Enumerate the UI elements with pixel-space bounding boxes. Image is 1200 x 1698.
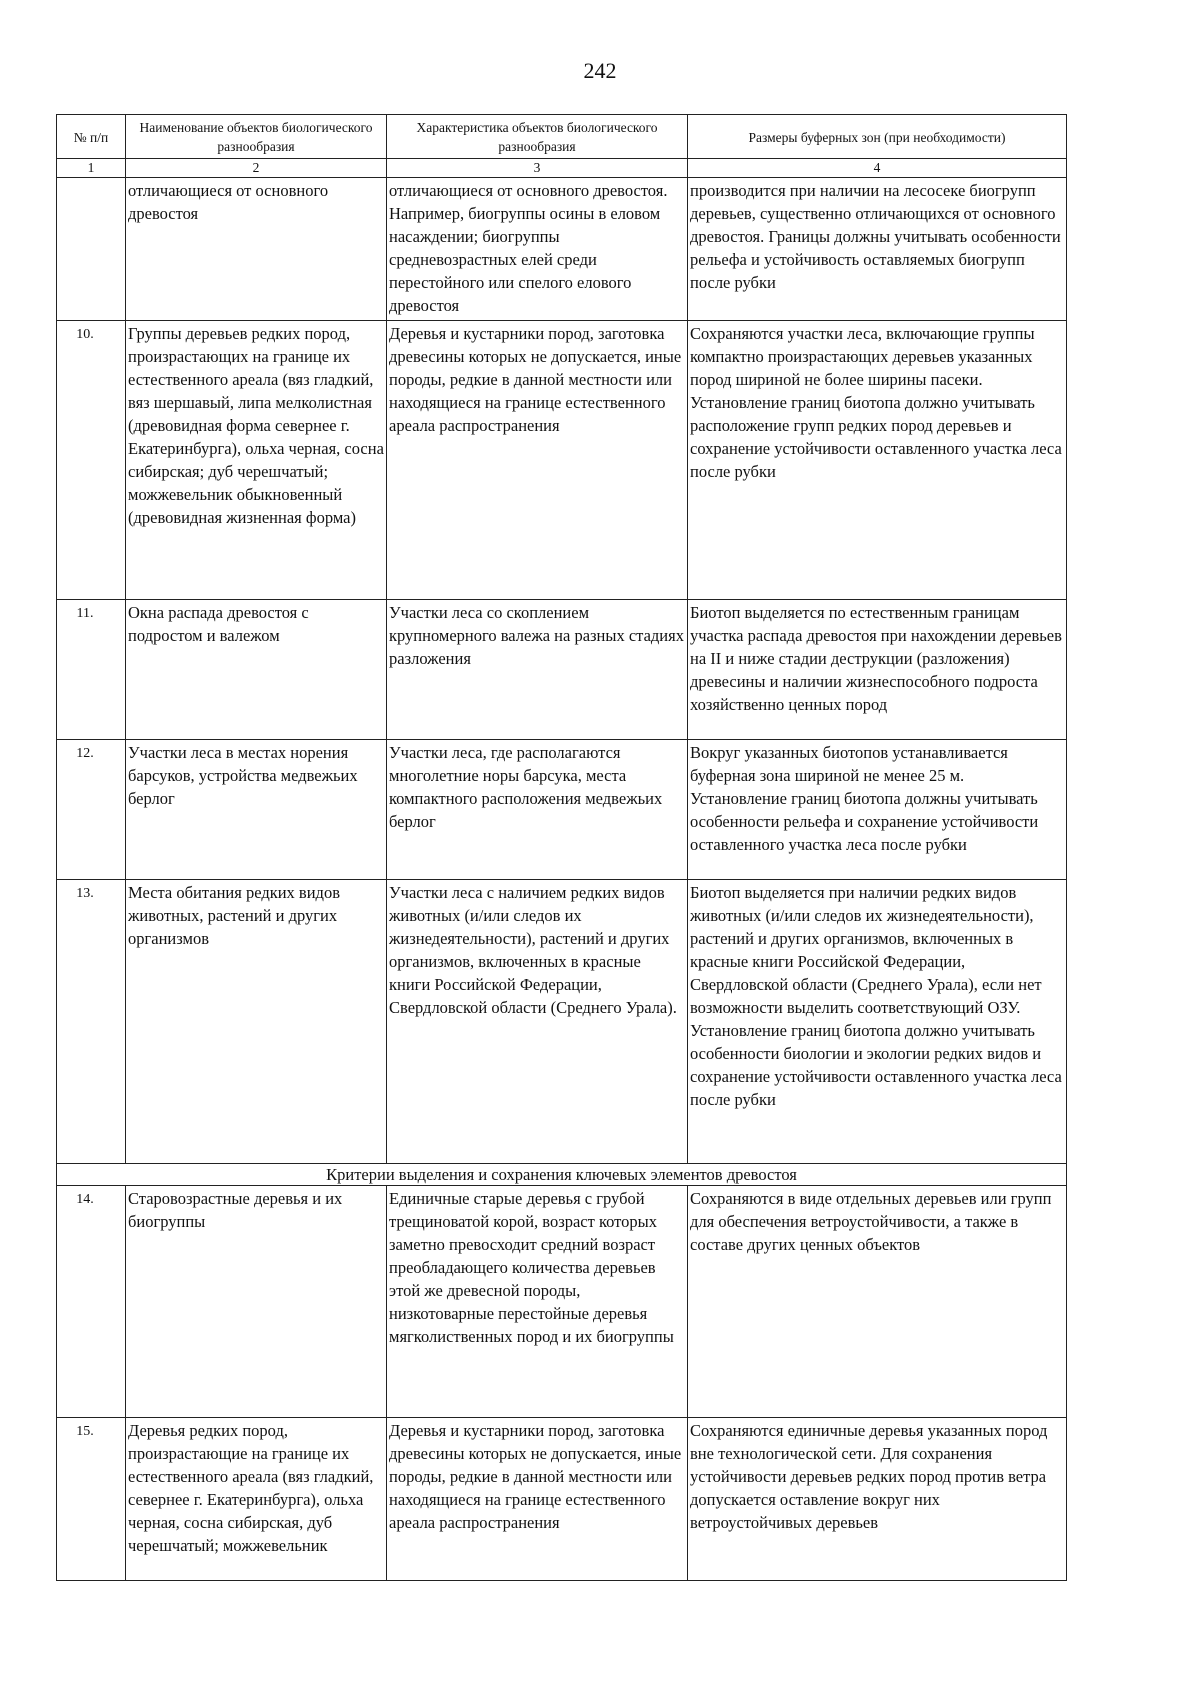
header-name: Наименование объектов биологического разнообразия	[126, 115, 387, 159]
object-name: Окна распада древостоя с подростом и валежом	[126, 600, 387, 740]
buffer-zone: Сохраняются единичные деревья указанных пород вне технологической сети. Для сохранения устойчивости деревьев редких пород против ветра допускается оставление вокруг них ветроустойчивых деревьев	[688, 1418, 1067, 1581]
table-row	[57, 321, 1067, 600]
biodiversity-table	[56, 114, 1067, 1581]
row-number: 13.	[57, 880, 126, 1164]
object-characteristic: Деревья и кустарники пород, заготовка древесины которых не допускается, иные породы, редкие в данной местности или находящиеся на границе естественного ареала распространения	[387, 321, 688, 600]
header-characteristic: Характеристика объектов биологического разнообразия	[387, 115, 688, 159]
row-number: 15.	[57, 1418, 126, 1581]
object-name: Участки леса в местах норения барсуков, устройства медвежьих берлог	[126, 740, 387, 880]
object-name: Деревья редких пород, произрастающие на границе их естественного ареала (вяз гладкий, севернее г. Екатеринбурга), ольха черная, сосна сибирская, дуб черешчатый; можжевельник	[126, 1418, 387, 1581]
object-characteristic: отличающиеся от основного древостоя. Например, биогруппы осины в еловом насаждении; биогруппы средневозрастных елей среди перестойного или спелого елового древостоя	[387, 178, 688, 321]
buffer-zone: Сохраняются участки леса, включающие группы компактно произрастающих деревьев указанных пород шириной не более ширины пасеки. Установление границ биотопа должно учитывать расположение групп редких пород деревьев и сохранение устойчивости оставленного участка леса после рубки	[688, 321, 1067, 600]
section-row	[57, 1164, 1067, 1186]
object-name: отличающиеся от основного древостоя	[126, 178, 387, 321]
row-number: 12.	[57, 740, 126, 880]
header-buffer-zone: Размеры буферных зон (при необходимости)	[688, 115, 1067, 159]
object-characteristic: Единичные старые деревья с грубой трещиноватой корой, возраст которых заметно превосходит средний возраст преобладающего количества деревьев этой же древесной породы, низкотоварные перестойные деревья мягколиственных пород и их биогруппы	[387, 1186, 688, 1418]
object-characteristic: Участки леса со скоплением крупномерного валежа на разных стадиях разложения	[387, 600, 688, 740]
object-characteristic: Участки леса с наличием редких видов животных (и/или следов их жизнедеятельности), растений и других организмов, включенных в красные книги Российской Федерации, Свердловской области (Среднего Урала).	[387, 880, 688, 1164]
row-number: 14.	[57, 1186, 126, 1418]
buffer-zone: Сохраняются в виде отдельных деревьев или групп для обеспечения ветроустойчивости, а также в составе других ценных объектов	[688, 1186, 1067, 1418]
object-name: Старовозрастные деревья и их биогруппы	[126, 1186, 387, 1418]
table-row	[57, 1186, 1067, 1418]
column-number: 2	[126, 159, 387, 178]
header-number: № п/п	[57, 115, 126, 159]
column-number-row	[57, 159, 1067, 178]
object-characteristic: Деревья и кустарники пород, заготовка древесины которых не допускается, иные породы, редкие в данной местности или находящиеся на границе естественного ареала распространения	[387, 1418, 688, 1581]
row-number	[57, 178, 126, 321]
object-characteristic: Участки леса, где располагаются многолетние норы барсука, места компактного расположения медвежьих берлог	[387, 740, 688, 880]
table-row	[57, 740, 1067, 880]
object-name: Места обитания редких видов животных, растений и других организмов	[126, 880, 387, 1164]
buffer-zone: Биотоп выделяется по естественным границам участка распада древостоя при нахождении деревьев на II и ниже стадии деструкции (разложения) древесины и наличии жизнеспособного подроста хозяйственно ценных пород	[688, 600, 1067, 740]
buffer-zone: Биотоп выделяется при наличии редких видов животных (и/или следов их жизнедеятельности), растений и других организмов, включенных в красные книги Российской Федерации, Свердловской области (Среднего Урала), если нет возможности выделить соответствующий ОЗУ. Установление границ биотопа должно учитывать особенности биологии и экологии редких видов и сохранение устойчивости оставленного участка леса после рубки	[688, 880, 1067, 1164]
row-number: 10.	[57, 321, 126, 600]
table-row	[57, 1418, 1067, 1581]
object-name: Группы деревьев редких пород, произрастающих на границе их естественного ареала (вяз гладкий, вяз шершавый, липа мелколистная (древовидная форма севернее г. Екатеринбурга), ольха черная, сосна сибирская; дуб черешчатый; можжевельник обыкновенный (древовидная жизненная форма)	[126, 321, 387, 600]
column-number: 1	[57, 159, 126, 178]
buffer-zone: Вокруг указанных биотопов устанавливается буферная зона шириной не менее 25 м. Установление границ биотопа должны учитывать особенности рельефа и сохранение устойчивости оставленного участка леса после рубки	[688, 740, 1067, 880]
table-row	[57, 880, 1067, 1164]
column-number: 4	[688, 159, 1067, 178]
header-row	[57, 115, 1067, 159]
column-number: 3	[387, 159, 688, 178]
buffer-zone: производится при наличии на лесосеке биогрупп деревьев, существенно отличающихся от основного древостоя. Границы должны учитывать особенности рельефа и устойчивость оставляемых биогрупп после рубки	[688, 178, 1067, 321]
page-number: 242	[583, 58, 617, 83]
section-title: Критерии выделения и сохранения ключевых элементов древостоя	[57, 1164, 1067, 1186]
table-row	[57, 600, 1067, 740]
row-number: 11.	[57, 600, 126, 740]
table-row	[57, 178, 1067, 321]
